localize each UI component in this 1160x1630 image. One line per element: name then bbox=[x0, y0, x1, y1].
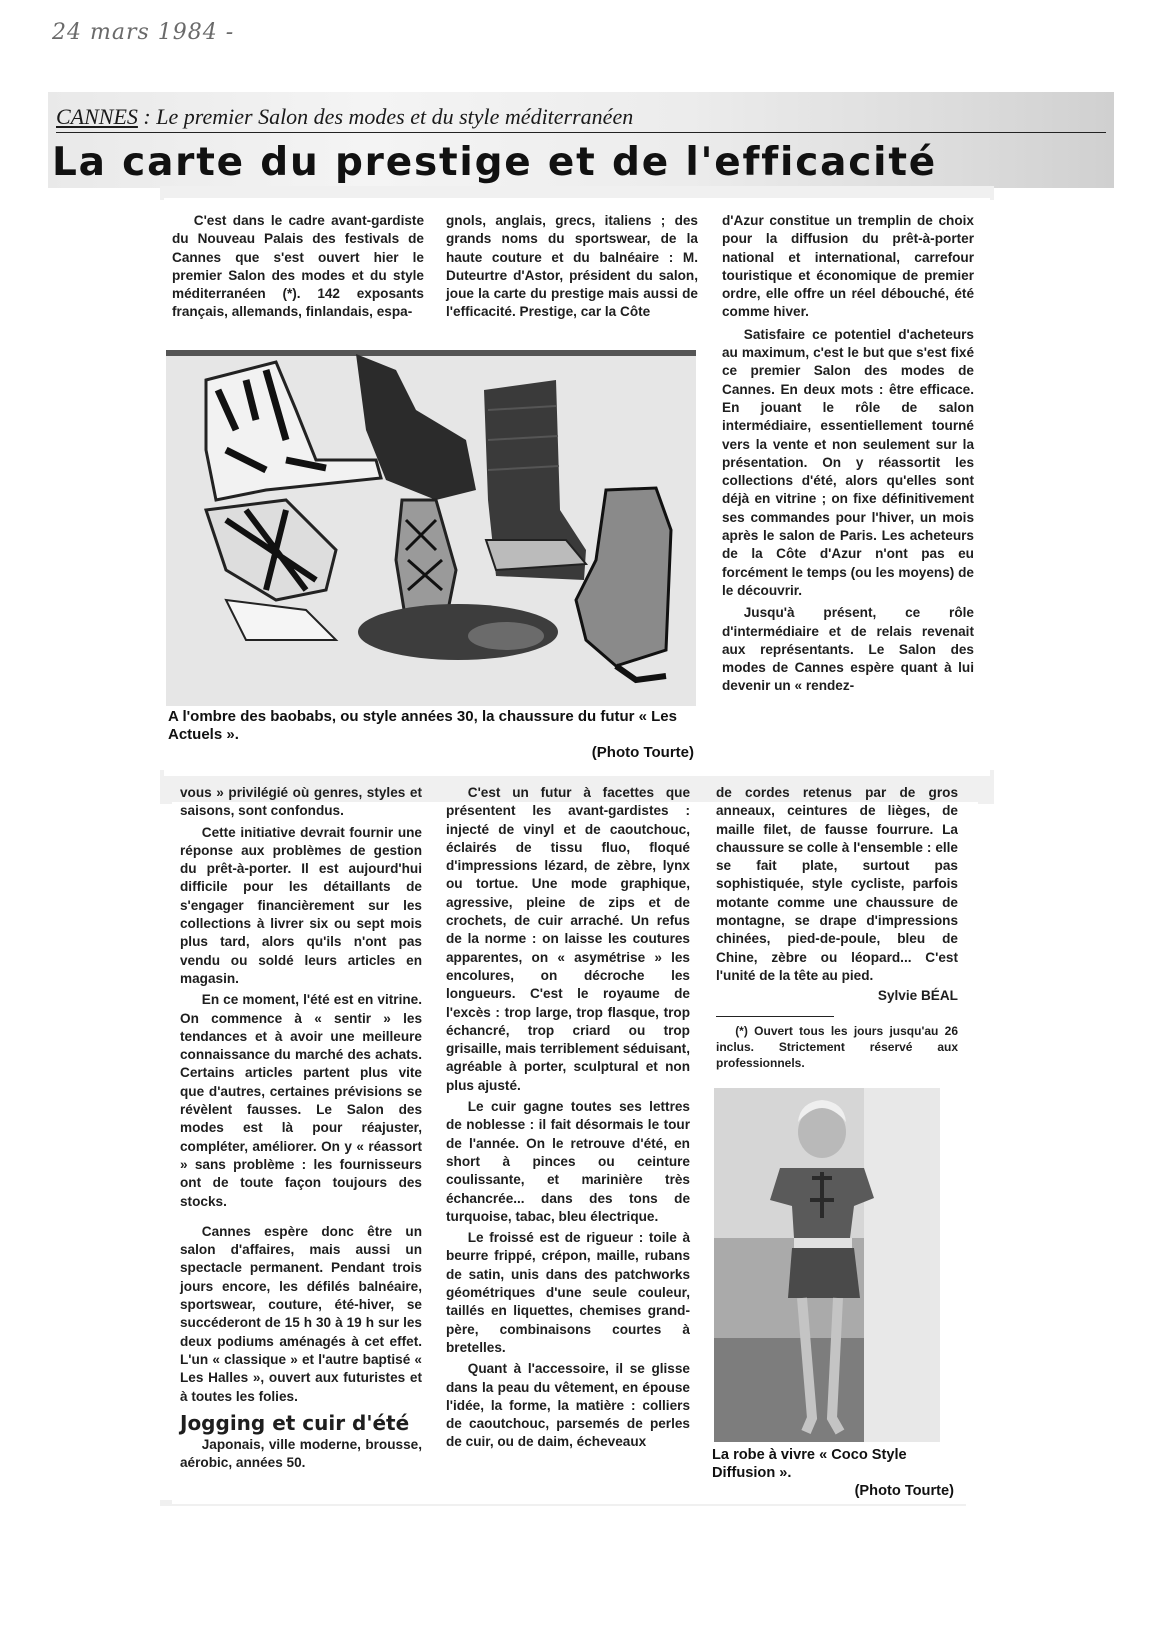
photo-caption-dress bbox=[712, 1446, 954, 1500]
paragraph: vous » privilégié où genres, styles et saisons, sont confondus. bbox=[180, 785, 422, 819]
lower-column-3 bbox=[716, 784, 958, 1071]
caption-text: La robe à vivre « Coco Style Diffusion ». bbox=[712, 1447, 907, 1481]
caption-credit-row bbox=[712, 1482, 954, 1500]
paragraph: Cannes espère donc être un salon d'affaires, mais aussi un spectacle permanent. Pendant trois jours encore, les défilés balnéaire, sportswear, couture, été-hiver, se succéderont de 15 h 30 à 19 h sur les deux podiums aménagés à cet effet. L'un « classique » et l'autre baptisé « Les Halles », ouvert aux futuristes et à toutes les folies. bbox=[180, 1223, 422, 1404]
shoes-photo bbox=[166, 350, 696, 706]
subhead: Jogging et cuir d'été bbox=[180, 1410, 410, 1435]
paragraph: Le cuir gagne toutes ses lettres de noblesse : il fait désormais le tour de l'année. On le retrouve d'été, en short à pinces ou ceinture coulissante, et marinière très échancrée... dans des tons de turquoise, tabac, bleu électrique. bbox=[446, 1099, 690, 1224]
paragraph: Cette initiative devrait fournir une réponse aux problèmes de gestion du prêt-à-porter. Il est aujourd'hui difficile pour les détaillants de s'engager financièrement sur les collections à livrer six ou sept mois plus tard, alors qu'ils n'ont pas vendu ou soldé leurs articles en magasin. bbox=[180, 824, 422, 986]
caption-credit-row bbox=[168, 744, 694, 762]
lower-column-1 bbox=[180, 784, 422, 1473]
author-signature: Sylvie BÉAL bbox=[877, 988, 958, 1004]
footnote: (*) Ouvert tous les jours jusqu'au 26 inclus. Strictement réservé aux professionnels. bbox=[716, 1023, 958, 1070]
upper-column-2 bbox=[446, 212, 698, 322]
shoes-illustration bbox=[166, 350, 696, 706]
loafer bbox=[358, 604, 558, 660]
divider bbox=[716, 1016, 834, 1017]
photo-caption-shoes bbox=[168, 708, 694, 762]
photo-credit: (Photo Tourte) bbox=[591, 744, 694, 761]
photo-credit: (Photo Tourte) bbox=[854, 1483, 954, 1499]
kicker-place: CANNES bbox=[56, 104, 138, 129]
paragraph: C'est dans le cadre avant-gardiste du Nouveau Palais des festivals de Cannes que s'est ouvert hier le premier Salon des modes et du style méditerranéen (*). 142 exposants français, allemands, finlandais, espa- bbox=[172, 213, 424, 320]
paragraph: Japonais, ville moderne, brousse, aérobic, années 50. bbox=[180, 1437, 422, 1471]
handwritten-date: 24 mars 1984 - bbox=[52, 20, 235, 45]
paragraph: d'Azur constitue un tremplin de choix pour la diffusion du prêt-à-porter national et international, carrefour touristique et économique de premier ordre, elle offre un réel débouché, été comme hiver. bbox=[722, 213, 974, 320]
paragraph: C'est un futur à facettes que présentent les avant-gardistes : injecté de vinyl et de caoutchouc, éclairés de tissu fluo, floqué d'impressions lézard, de zèbre, lynx ou tortue. Une mode graphique, agressive, pleine de zips et de crochets, de cuir arraché. Un refus de la norme : on laisse les coutures apparentes, on « asymétrise » les encolures, on décroche les longueurs. C'est le royaume de l'excès : trop large, trop flasque, trop échancré, trop criard ou trop grisaille, mais terriblement séduisant, agréable à porter, sculptural et non plus ajusté. bbox=[446, 785, 690, 1093]
paragraph: En ce moment, l'été est en vitrine. On commence à « sentir » les tendances et à avoir une meilleure connaissance du marché des achats. Certains articles partent plus vite que d'autres, certaines prévisions se révèlent fausses. Le Salon des modes est là pour réajuster, compléter, améliorer. On y « réassort » sans problème : les fournisseurs ont de toute façon toujours des stocks. bbox=[180, 992, 422, 1209]
flat-shoe bbox=[486, 540, 586, 570]
paragraph: Quant à l'accessoire, il se glisse dans la peau du vêtement, en épouse l'idée, la forme, la matière : colliers de caoutchouc, parsemés de perles de cuir, ou de daim, écheveaux bbox=[446, 1361, 690, 1450]
upper-column-1 bbox=[172, 212, 424, 322]
paragraph: Jusqu'à présent, ce rôle d'intermédiaire et de relais revenait aux représentants. Le Salon des modes de Cannes espère quant à lui devenir un « rendez- bbox=[722, 605, 974, 694]
headline: La carte du prestige et de l'efficacité bbox=[52, 140, 938, 185]
dress-illustration bbox=[714, 1088, 940, 1442]
paragraph: de cordes retenus par de gros anneaux, ceintures de lièges, de maille filet, de fausse fourrure. La chaussure se colle à l'ensemble : elle se fait plate, surtout pas sophistiquée, style cycliste, parfois motante comme une chaussure de montagne, se drape d'impressions chinées, pied-de-poule, bleu de Chine, zèbre ou léopard... C'est l'unité de la tête au pied. bbox=[716, 785, 958, 983]
lower-column-2 bbox=[446, 784, 690, 1452]
paragraph: gnols, anglais, grecs, italiens ; des grands noms du sportswear, de la haute couture et du balnéaire : M. Duteurtre d'Astor, président du salon, joue la carte du prestige mais aussi de l'efficacité. Prestige, car la Côte bbox=[446, 213, 698, 320]
kicker-text: : Le premier Salon des modes et du style méditerranéen bbox=[143, 104, 634, 129]
paragraph: Le froissé est de rigueur : toile à beurre frippé, crépon, maille, rubans de satin, unis dans des patchworks géométriques d'une seule couleur, taillés en liquettes, chemises grand-père, combinaisons courtes à bretelles. bbox=[446, 1230, 690, 1355]
kicker bbox=[56, 104, 1106, 133]
upper-column-3 bbox=[722, 212, 974, 696]
dress-photo bbox=[714, 1088, 940, 1442]
caption-text: A l'ombre des baobabs, ou style années 30, la chaussure du futur « Les Actuels ». bbox=[168, 708, 677, 743]
paragraph: Satisfaire ce potentiel d'acheteurs au maximum, c'est le but que s'est fixé ce premier Salon des modes de Cannes. En deux mots : être efficace. En jouant le rôle de salon intermédiaire, essentiellement tourné vers la vente et non seulement sur la présentation. On y réassortit les collections d'été, alors qu'elles sont déjà en vitrine ; on fixe définitivement ses commandes pour l'hiver, un mois après le salon de Paris. Les acheteurs de la Côte d'Azur n'ont pas eu forcément le temps (ou les moyens) de le découvrir. bbox=[722, 326, 974, 598]
